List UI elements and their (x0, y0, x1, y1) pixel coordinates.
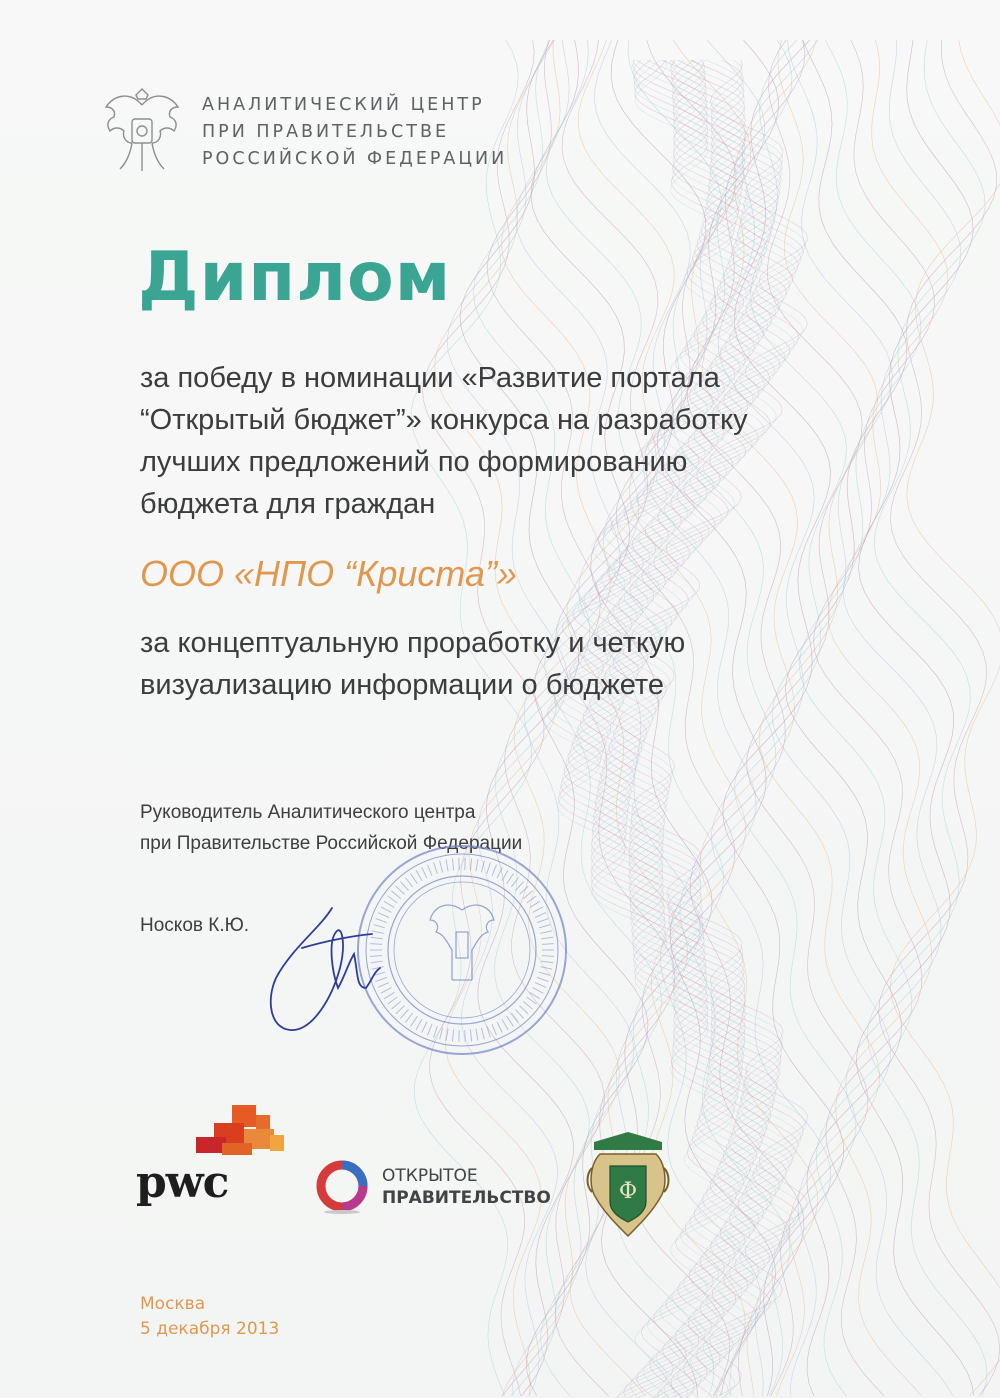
open-government-line-2: ПРАВИТЕЛЬСТВО (382, 1188, 551, 1208)
reason-line-2: визуализацию информации о бюджете (140, 669, 664, 701)
citation-text (140, 357, 748, 525)
handwritten-signature (262, 888, 412, 1038)
citation-line-3: лучших предложений по формированию (140, 446, 688, 478)
issue-place-date (140, 1292, 279, 1342)
financial-university-crest-icon (584, 1128, 672, 1240)
reason-line-1: за концептуальную проработку и четкую (140, 627, 686, 659)
pwc-logo (136, 1105, 286, 1215)
issuer-line-2: ПРИ ПРАВИТЕЛЬСТВЕ (202, 122, 450, 142)
open-government-logo (382, 1165, 551, 1209)
citation-line-2: “Открытый бюджет”» конкурса на разработку (140, 404, 748, 436)
pwc-wordmark: pwc (136, 1157, 229, 1208)
signatory-title-line-1: Руководитель Аналитического центра (140, 802, 476, 823)
diploma-title: Диплом (138, 238, 452, 317)
issue-city: Москва (140, 1294, 206, 1314)
signatory-name: Носков К.Ю. (140, 915, 250, 936)
reason-text (140, 622, 685, 706)
open-government-ring-icon (314, 1158, 370, 1214)
pwc-color-mark (136, 1105, 286, 1165)
issuer-line-1: АНАЛИТИЧЕСКИЙ ЦЕНТР (202, 95, 485, 115)
issuer-header (202, 92, 507, 173)
issuer-line-3: РОССИЙСКОЙ ФЕДЕРАЦИИ (202, 149, 508, 169)
citation-line-4: бюджета для граждан (140, 488, 436, 520)
awardee-name: ООО «НПО “Криста”» (140, 553, 517, 594)
open-government-line-1: ОТКРЫТОЕ (382, 1166, 478, 1186)
double-headed-eagle-icon (100, 85, 184, 177)
issue-date: 5 декабря 2013 (140, 1319, 280, 1339)
signatory-title-line-2: при Правительстве Российской Федерации (140, 833, 523, 854)
citation-line-1: за победу в номинации «Развитие портала (140, 362, 720, 394)
svg-text:Ф: Ф (618, 1179, 638, 1204)
